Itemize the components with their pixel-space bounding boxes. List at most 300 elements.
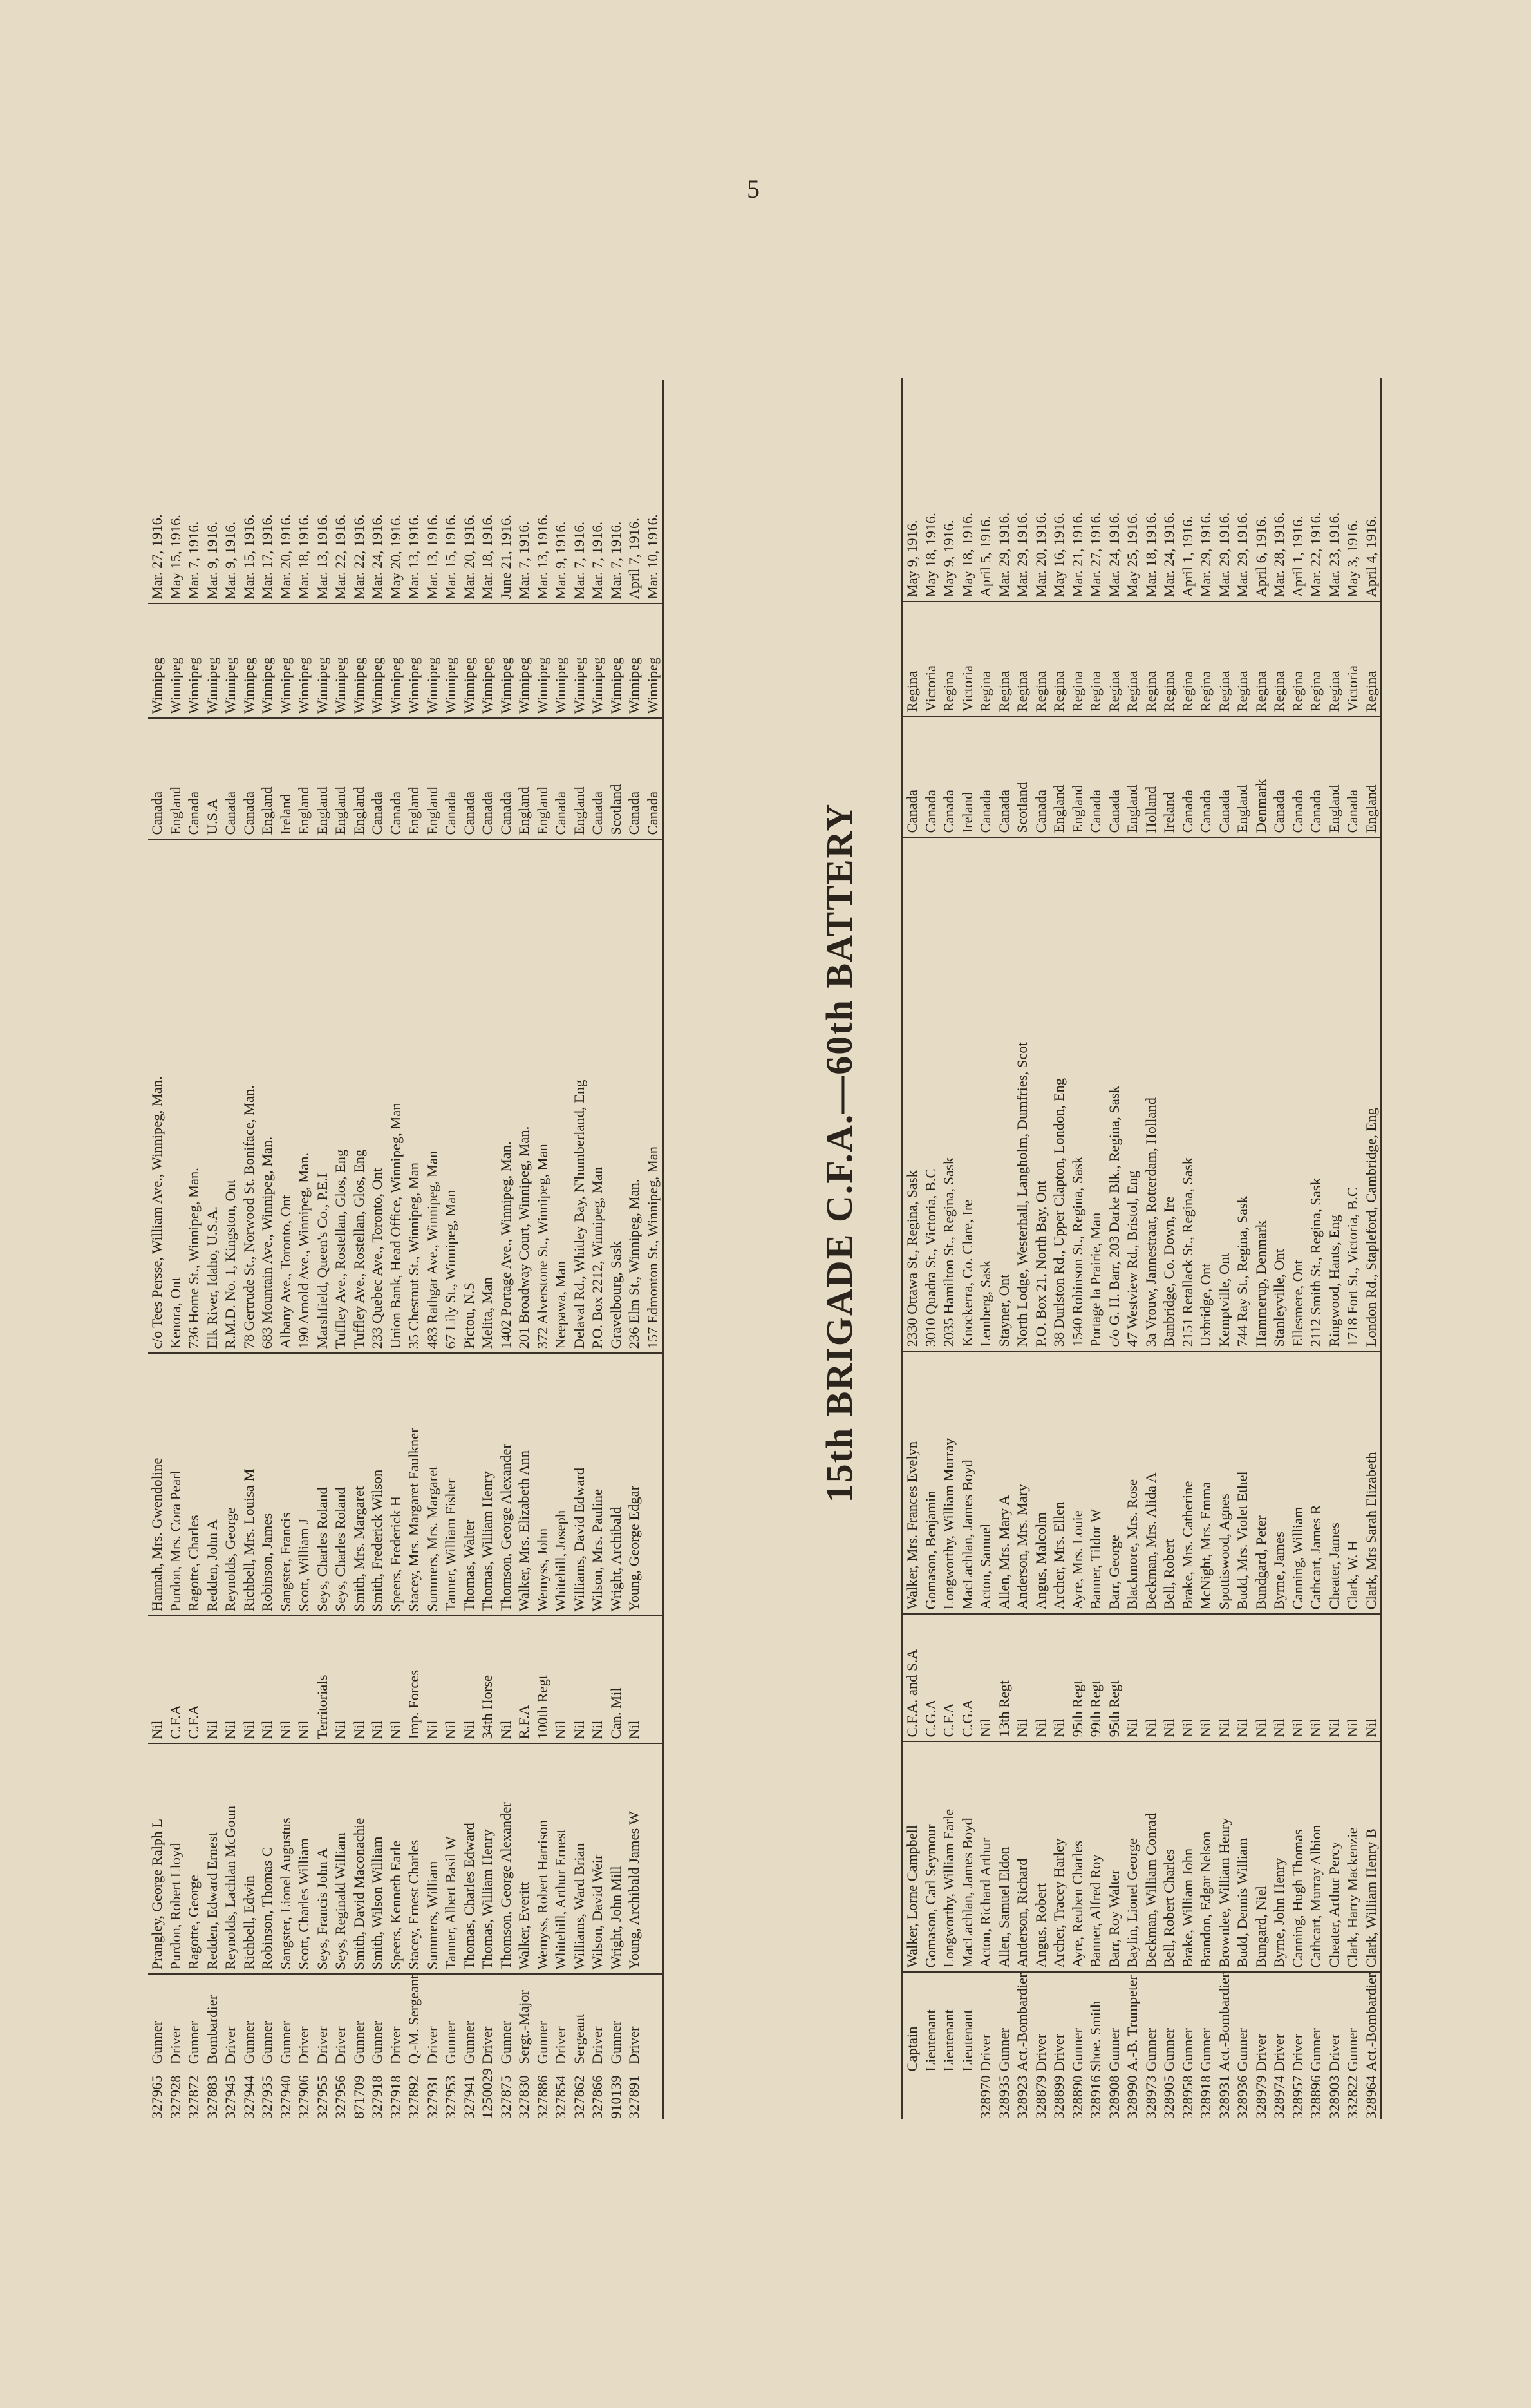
address-cell: Marshfield, Queen's Co., P.E.I (314, 839, 332, 1353)
address-cell: 483 Rathgar Ave., Winnipeg, Man (424, 839, 442, 1353)
regimental-number-cell: 327955 (314, 2075, 330, 2119)
regimental-number-cell: 327891 (626, 2075, 642, 2119)
soldier-name-cell: Seys, Francis John A (314, 1743, 332, 1974)
date-of-enlistment-cell: Mar. 17, 1916. (258, 380, 277, 603)
previous-service-cell: Nil (295, 1616, 314, 1743)
next-of-kin-cell: Summers, Mrs. Margaret (424, 1353, 442, 1616)
next-of-kin-cell: Wilson, Mrs. Pauline (588, 1353, 607, 1616)
soldier-name-cell: Ayre, Reuben Charles (1069, 1741, 1087, 1972)
next-of-kin-cell: McNight, Mrs. Emma (1197, 1351, 1216, 1614)
soldier-name-cell: Sangster, Lionel Augustus (277, 1743, 296, 1974)
table-row (1123, 378, 1142, 2119)
rank-cell: Gunner (1234, 2028, 1250, 2072)
regimental-number-cell: 327872 (185, 2075, 202, 2119)
country-of-birth-cell: Canada (1197, 716, 1216, 837)
place-of-enlistment-cell: Regina (1234, 602, 1252, 716)
regimental-number-cell: 327875 (497, 2075, 514, 2119)
country-of-birth-cell: Canada (387, 718, 406, 839)
rank-cell: Gunner (240, 2020, 257, 2065)
regimental-number-cell: 328896 (1308, 2075, 1324, 2119)
soldier-name-cell: Seys, Reginald William (332, 1743, 350, 1974)
regimental-number-cell: 327892 (406, 2075, 422, 2119)
soldier-name-cell: Cathcart, Murray Albion (1307, 1741, 1326, 1972)
rank-cell: Driver (424, 2026, 440, 2065)
place-of-enlistment-cell: Winnipeg (497, 603, 516, 718)
country-of-birth-cell: Canada (1216, 716, 1234, 837)
regimental-number-cell: 328990 (1124, 2075, 1140, 2119)
address-cell: Stayner, Ont (995, 837, 1014, 1351)
next-of-kin-cell: Banner, Tildor W (1087, 1351, 1105, 1614)
address-cell: 3a Vrouw, Jannestraat, Rotterdam, Holland (1142, 837, 1161, 1351)
place-of-enlistment-cell: Winnipeg (258, 603, 277, 718)
soldier-name-cell: Anderson, Richard (1013, 1741, 1032, 1972)
place-of-enlistment-cell: Regina (1123, 602, 1142, 716)
address-cell: 190 Arnold Ave., Winnipeg, Man. (295, 839, 314, 1353)
table-row (258, 380, 277, 2119)
date-of-enlistment-cell: Mar. 13, 1916. (314, 380, 332, 603)
roster-section-continued (148, 187, 664, 2119)
next-of-kin-cell: Williams, David Edward (570, 1353, 589, 1616)
table-row (1105, 378, 1124, 2119)
address-cell: c/o G. H. Barr, 203 Darke Blk., Regina, Sask (1105, 837, 1124, 1351)
place-of-enlistment-cell: Regina (1105, 602, 1124, 716)
date-of-enlistment-cell: May 25, 1916. (1123, 378, 1142, 602)
regimental-number-cell: 327965 (149, 2075, 165, 2119)
place-of-enlistment-cell: Victoria (1344, 602, 1362, 716)
date-of-enlistment-cell: Mar. 29, 1916. (1216, 378, 1234, 602)
address-cell: 157 Edmonton St., Winnipeg, Man (644, 839, 663, 1353)
previous-service-cell: Nil (1142, 1614, 1161, 1741)
rank-cell: Q.-M. Sergeant (406, 1975, 422, 2065)
rank-cell: Gunner (1105, 2028, 1122, 2072)
address-cell: 372 Alverstone St., Winnipeg, Man (534, 839, 552, 1353)
address-cell: 2151 Retallack St., Regina, Sask (1179, 837, 1198, 1351)
table-row (1087, 378, 1105, 2119)
soldier-name-cell: Clark, William Henry B (1362, 1741, 1382, 1972)
regimental-number-cell: 328890 (1069, 2075, 1085, 2119)
table-row (478, 380, 497, 2119)
next-of-kin-cell: Gomason, Benjamin (922, 1351, 941, 1614)
rank-cell: Gunner (534, 2020, 550, 2065)
rank-cell: A.-B. Trumpeter (1124, 1975, 1140, 2072)
regimental-number-cell: 328923 (1014, 2075, 1030, 2119)
date-of-enlistment-cell: Mar. 9, 1916. (552, 380, 570, 603)
next-of-kin-cell: Clark, W. H (1344, 1351, 1362, 1614)
rank-cell: Gunner (1161, 2028, 1177, 2072)
country-of-birth-cell: England (1234, 716, 1252, 837)
previous-service-cell: Nil (1179, 1614, 1198, 1741)
soldier-name-cell: Brownlee, William Henry (1216, 1741, 1234, 1972)
previous-service-cell: Nil (387, 1616, 406, 1743)
soldier-name-cell: Canning, Hugh Thomas (1289, 1741, 1308, 1972)
previous-service-cell: Nil (148, 1616, 167, 1743)
address-cell: 78 Gertrude St., Norwood St. Boniface, Man. (240, 839, 259, 1353)
table-row (1032, 378, 1051, 2119)
date-of-enlistment-cell: Mar. 29, 1916. (995, 378, 1014, 602)
table-row (940, 378, 959, 2119)
date-of-enlistment-cell: May 15, 1916. (167, 380, 185, 603)
next-of-kin-cell: Cathcart, James R (1307, 1351, 1326, 1614)
address-cell: Lemberg, Sask (977, 837, 995, 1351)
rank-cell: Driver (589, 2026, 605, 2065)
date-of-enlistment-cell: Mar. 10, 1916. (644, 380, 663, 603)
regimental-number-cell: 871709 (350, 2075, 367, 2119)
date-of-enlistment-cell: Mar. 7, 1916. (607, 380, 626, 603)
place-of-enlistment-cell: Regina (1362, 602, 1382, 716)
soldier-name-cell: Speers, Kenneth Earle (387, 1743, 406, 1974)
rank-cell: Bombardier (203, 1995, 220, 2065)
regimental-number-cell: 328879 (1032, 2075, 1049, 2119)
place-of-enlistment-cell: Winnipeg (203, 603, 222, 718)
country-of-birth-cell: Canada (1289, 716, 1308, 837)
previous-service-cell: Nil (1216, 1614, 1234, 1741)
rank-cell: Driver (222, 2026, 238, 2065)
rank-cell: Driver (1252, 2033, 1269, 2072)
soldier-name-cell: Cheater, Arthur Percy (1326, 1741, 1344, 1972)
date-of-enlistment-cell: Mar. 7, 1916. (570, 380, 589, 603)
regimental-number-cell (644, 2068, 663, 2119)
previous-service-cell: Nil (1013, 1614, 1032, 1741)
address-cell: 683 Mountain Ave., Winnipeg, Man. (258, 839, 277, 1353)
rank-cell: Driver (167, 2026, 183, 2065)
regimental-number-cell: 328908 (1105, 2075, 1122, 2119)
country-of-birth-cell: Canada (1179, 716, 1198, 837)
place-of-enlistment-cell: Winnipeg (424, 603, 442, 718)
soldier-name-cell: Redden, Edward Ernest (203, 1743, 222, 1974)
rank-cell: Captain (904, 2026, 920, 2072)
rank-cell: Gunner (1069, 2028, 1085, 2072)
date-of-enlistment-cell: Mar. 9, 1916. (203, 380, 222, 603)
table-row (588, 380, 607, 2119)
country-of-birth-cell: England (570, 718, 589, 839)
date-of-enlistment-cell: Mar. 27, 1916. (1087, 378, 1105, 602)
place-of-enlistment-cell: Winnipeg (570, 603, 589, 718)
date-of-enlistment-cell: Mar. 13, 1916. (534, 380, 552, 603)
table-row (424, 380, 442, 2119)
table-row (903, 378, 922, 2119)
soldier-name-cell: Whitehill, Arthur Ernest (552, 1743, 570, 1974)
regimental-number-cell (940, 2076, 959, 2119)
regimental-number-cell: 327931 (424, 2075, 440, 2119)
address-cell: Albany Ave., Toronto, Ont (277, 839, 296, 1353)
previous-service-cell: Nil (1362, 1614, 1382, 1741)
address-cell: R.M.D. No. 1, Kingston, Ont (221, 839, 240, 1353)
table-row (1362, 378, 1382, 2119)
next-of-kin-cell: Seys, Charles Roland (314, 1353, 332, 1616)
country-of-birth-cell: Denmark (1252, 716, 1271, 837)
table-row (959, 378, 977, 2119)
soldier-name-cell: Angus, Robert (1032, 1741, 1051, 1972)
regimental-number-cell (959, 2076, 977, 2119)
address-cell: 736 Home St., Winnipeg, Man. (185, 839, 203, 1353)
next-of-kin-cell: Ragotte, Charles (185, 1353, 203, 1616)
place-of-enlistment-cell: Winnipeg (332, 603, 350, 718)
date-of-enlistment-cell: Mar. 7, 1916. (185, 380, 203, 603)
place-of-enlistment-cell: Winnipeg (588, 603, 607, 718)
regimental-number-cell: 327866 (589, 2075, 605, 2119)
rank-cell: Act.-Bombardier (1216, 1973, 1232, 2072)
soldier-name-cell: Beckman, William Conrad (1142, 1741, 1161, 1972)
country-of-birth-cell: Canada (995, 716, 1014, 837)
regimental-number-cell: 327886 (534, 2075, 550, 2119)
country-of-birth-cell: Canada (1344, 716, 1362, 837)
regimental-number-cell: 327918 (387, 2075, 404, 2119)
place-of-enlistment-cell: Winnipeg (277, 603, 296, 718)
table-row (977, 378, 995, 2119)
date-of-enlistment-cell: May 18, 1916. (922, 378, 941, 602)
regimental-number-cell: 332822 (1344, 2075, 1360, 2119)
previous-service-cell: Nil (277, 1616, 296, 1743)
country-of-birth-cell: Canada (1032, 716, 1051, 837)
table-row (148, 380, 167, 2119)
place-of-enlistment-cell: Winnipeg (240, 603, 259, 718)
previous-service-cell: 100th Regt (534, 1616, 552, 1743)
country-of-birth-cell: England (258, 718, 277, 839)
table-row (1013, 378, 1032, 2119)
table-row (332, 380, 350, 2119)
country-of-birth-cell: England (167, 718, 185, 839)
soldier-name-cell: Archer, Tracey Harley (1050, 1741, 1069, 1972)
country-of-birth-cell: Canada (588, 718, 607, 839)
date-of-enlistment-cell: Mar. 18, 1916. (478, 380, 497, 603)
table-row (203, 380, 222, 2119)
regimental-number-cell: 328973 (1142, 2075, 1159, 2119)
regimental-number-cell: 910139 (607, 2075, 624, 2119)
soldier-name-cell: Baylin, Lionel George (1123, 1741, 1142, 1972)
soldier-name-cell: Ragotte, George (185, 1743, 203, 1974)
soldier-name-cell: Purdon, Robert Lloyd (167, 1743, 185, 1974)
next-of-kin-cell: Barr, George (1105, 1351, 1124, 1614)
next-of-kin-cell: Reynolds, George (221, 1353, 240, 1616)
address-cell: London Rd., Stapleford, Cambridge, Eng (1362, 837, 1382, 1351)
previous-service-cell: Nil (1123, 1614, 1142, 1741)
table-row (534, 380, 552, 2119)
date-of-enlistment-cell: Mar. 7, 1916. (588, 380, 607, 603)
previous-service-cell (644, 1616, 663, 1743)
rank-cell: Gunner (497, 2020, 514, 2065)
previous-service-cell: Nil (460, 1616, 479, 1743)
next-of-kin-cell: Wemyss, John (534, 1353, 552, 1616)
rank-cell: Act.-Bombardier (1362, 1973, 1379, 2072)
date-of-enlistment-cell: April 1, 1916. (1179, 378, 1198, 602)
country-of-birth-cell: Ireland (1160, 716, 1179, 837)
regimental-number-cell: 328916 (1087, 2075, 1104, 2119)
place-of-enlistment-cell: Winnipeg (442, 603, 460, 718)
rank-cell: Gunner (1142, 2028, 1159, 2072)
date-of-enlistment-cell: Mar. 29, 1916. (1197, 378, 1216, 602)
next-of-kin-cell: Walker, Mrs. Frances Evelyn (903, 1351, 922, 1614)
rank-cell: Gunner (149, 2020, 165, 2065)
country-of-birth-cell: England (515, 718, 534, 839)
previous-service-cell: C.F.A (167, 1616, 185, 1743)
previous-service-cell: 95th Regt (1105, 1614, 1124, 1741)
address-cell: 1718 Fort St., Victoria, B.C (1344, 837, 1362, 1351)
next-of-kin-cell: Scott, William J (295, 1353, 314, 1616)
next-of-kin-cell: Spottiswood, Agnes (1216, 1351, 1234, 1614)
country-of-birth-cell: Canada (625, 718, 644, 839)
rank-cell: Lieutenant (922, 2009, 939, 2072)
place-of-enlistment-cell: Winnipeg (478, 603, 497, 718)
place-of-enlistment-cell: Winnipeg (644, 603, 663, 718)
next-of-kin-cell: Thomas, Walter (460, 1353, 479, 1616)
soldier-name-cell: Barr, Roy Walter (1105, 1741, 1124, 1972)
table-row (442, 380, 460, 2119)
rank-cell: Driver (332, 2026, 348, 2065)
country-of-birth-cell: Canada (148, 718, 167, 839)
rank-cell: Sergeant (570, 2013, 587, 2065)
country-of-birth-cell: England (534, 718, 552, 839)
country-of-birth-cell: Canada (903, 716, 922, 837)
next-of-kin-cell: Beckman, Mrs. Alida A (1142, 1351, 1161, 1614)
country-of-birth-cell: Ireland (959, 716, 977, 837)
regimental-number-cell: 328899 (1051, 2075, 1067, 2119)
next-of-kin-cell: Stacey, Mrs. Margaret Faulkner (405, 1353, 424, 1616)
regimental-number-cell: 328970 (977, 2075, 993, 2119)
previous-service-cell: C.F.A (940, 1614, 959, 1741)
place-of-enlistment-cell: Winnipeg (515, 603, 534, 718)
next-of-kin-cell: Bell, Robert (1160, 1351, 1179, 1614)
address-cell: Kenora, Ont (167, 839, 185, 1353)
next-of-kin-cell: Whitehill, Joseph (552, 1353, 570, 1616)
address-cell: c/o Tees Persse, William Ave., Winnipeg, Man. (148, 839, 167, 1353)
rank-cell: Gunner (277, 2020, 294, 2065)
country-of-birth-cell: England (1123, 716, 1142, 837)
country-of-birth-cell: Canada (977, 716, 995, 837)
address-cell: Kemptville, Ont (1216, 837, 1234, 1351)
regimental-number-cell: 327956 (332, 2075, 348, 2119)
place-of-enlistment-cell: Winnipeg (185, 603, 203, 718)
rank-cell: Driver (1289, 2033, 1306, 2072)
rank-cell: Gunner (1308, 2028, 1324, 2072)
country-of-birth-cell: Canada (460, 718, 479, 839)
date-of-enlistment-cell: May 9, 1916. (903, 378, 922, 602)
soldier-name-cell: Allen, Samuel Eldon (995, 1741, 1014, 1972)
table-row (1234, 378, 1252, 2119)
soldier-name-cell: Smith, Wilson William (368, 1743, 387, 1974)
next-of-kin-cell: Walker, Mrs. Elizabeth Ann (515, 1353, 534, 1616)
previous-service-cell: Nil (1197, 1614, 1216, 1741)
roster-page (148, 187, 1379, 2119)
regimental-number-cell: 327941 (460, 2075, 477, 2119)
previous-service-cell: Nil (203, 1616, 222, 1743)
rank-cell: Driver (387, 2026, 404, 2065)
place-of-enlistment-cell: Victoria (959, 602, 977, 716)
country-of-birth-cell: Ireland (277, 718, 296, 839)
place-of-enlistment-cell: Regina (1050, 602, 1069, 716)
date-of-enlistment-cell: Mar. 22, 1916. (350, 380, 369, 603)
table-row (922, 378, 941, 2119)
regimental-number-cell (903, 2076, 922, 2119)
date-of-enlistment-cell: Mar. 23, 1916. (1326, 378, 1344, 602)
country-of-birth-cell: Canada (478, 718, 497, 839)
regimental-number-cell: 327945 (222, 2075, 238, 2119)
place-of-enlistment-cell: Regina (1160, 602, 1179, 716)
country-of-birth-cell: England (1069, 716, 1087, 837)
regimental-number-cell: 1250029 (479, 2068, 495, 2119)
place-of-enlistment-cell: Regina (1069, 602, 1087, 716)
date-of-enlistment-cell: May 16, 1916. (1050, 378, 1069, 602)
soldier-name-cell: Thomson, George Alexander (497, 1743, 516, 1974)
place-of-enlistment-cell: Winnipeg (534, 603, 552, 718)
country-of-birth-cell: U.S.A (203, 718, 222, 839)
country-of-birth-cell: England (1326, 716, 1344, 837)
previous-service-cell: Imp. Forces (405, 1616, 424, 1743)
regimental-number-cell: 327928 (167, 2075, 183, 2119)
regimental-number-cell: 328903 (1326, 2075, 1342, 2119)
place-of-enlistment-cell: Regina (1307, 602, 1326, 716)
date-of-enlistment-cell: Mar. 7, 1916. (515, 380, 534, 603)
rank-cell: Driver (552, 2026, 568, 2065)
date-of-enlistment-cell: Mar. 18, 1916. (295, 380, 314, 603)
previous-service-cell: Nil (240, 1616, 259, 1743)
next-of-kin-cell: Smith, Frederick Wilson (368, 1353, 387, 1616)
address-cell: 1402 Portage Ave., Winnipeg, Man. (497, 839, 516, 1353)
rank-cell: Shoe. Smith (1087, 2000, 1104, 2072)
place-of-enlistment-cell: Winnipeg (314, 603, 332, 718)
date-of-enlistment-cell: Mar. 20, 1916. (1032, 378, 1051, 602)
rank-cell: Sergt.-Major (516, 1990, 532, 2065)
rank-cell (644, 1974, 663, 2068)
country-of-birth-cell: England (332, 718, 350, 839)
previous-service-cell: C.G.A (922, 1614, 941, 1741)
address-cell: Ellesmere, Ont (1289, 837, 1308, 1351)
soldier-name-cell: Wright, John Mill (607, 1743, 626, 1974)
date-of-enlistment-cell: May 20, 1916. (387, 380, 406, 603)
address-cell: Delaval Rd., Whitley Bay, N'humberland, Eng (570, 839, 589, 1353)
country-of-birth-cell: England (350, 718, 369, 839)
previous-service-cell: 34th Horse (478, 1616, 497, 1743)
table-row (515, 380, 534, 2119)
date-of-enlistment-cell: Mar. 20, 1916. (277, 380, 296, 603)
soldier-name-cell: Thomas, William Henry (478, 1743, 497, 1974)
place-of-enlistment-cell: Regina (995, 602, 1014, 716)
previous-service-cell: Nil (552, 1616, 570, 1743)
next-of-kin-cell: Ayre, Mrs. Louie (1069, 1351, 1087, 1614)
regimental-number-cell: 327830 (516, 2075, 532, 2119)
next-of-kin-cell (644, 1353, 663, 1616)
next-of-kin-cell: Richbell, Mrs. Louisa M (240, 1353, 259, 1616)
date-of-enlistment-cell: Mar. 15, 1916. (442, 380, 460, 603)
rank-cell: Driver (1326, 2033, 1342, 2072)
address-cell: 3010 Quadra St., Victoria, B.C (922, 837, 941, 1351)
soldier-name-cell: Brandon, Edgar Nelson (1197, 1741, 1216, 1972)
address-cell: Melita, Man (478, 839, 497, 1353)
country-of-birth-cell: Canada (442, 718, 460, 839)
regimental-number-cell: 328974 (1271, 2075, 1287, 2119)
date-of-enlistment-cell: Mar. 15, 1916. (240, 380, 259, 603)
previous-service-cell: Nil (1270, 1614, 1289, 1741)
next-of-kin-cell: Speers, Frederick H (387, 1353, 406, 1616)
soldier-name-cell: Acton, Richard Arthur (977, 1741, 995, 1972)
table-row (405, 380, 424, 2119)
place-of-enlistment-cell: Winnipeg (460, 603, 479, 718)
table-row (1069, 378, 1087, 2119)
place-of-enlistment-cell: Regina (1013, 602, 1032, 716)
place-of-enlistment-cell: Regina (1032, 602, 1051, 716)
soldier-name-cell: Wemyss, Robert Harrison (534, 1743, 552, 1974)
soldier-name-cell: Reynolds, Lachlan McGoun (221, 1743, 240, 1974)
soldier-name-cell: Scott, Charles William (295, 1743, 314, 1974)
date-of-enlistment-cell: April 5, 1916. (977, 378, 995, 602)
address-cell: P.O. Box 21, North Bay, Ont (1032, 837, 1051, 1351)
regimental-number-cell: 327918 (369, 2075, 385, 2119)
table-row (314, 380, 332, 2119)
address-cell: Pictou, N.S (460, 839, 479, 1353)
soldier-name-cell: Walker, Lorne Campbell (903, 1741, 922, 1972)
next-of-kin-cell: Sangster, Francis (277, 1353, 296, 1616)
address-cell: 1540 Robinson St., Regina, Sask (1069, 837, 1087, 1351)
table-row (1197, 378, 1216, 2119)
